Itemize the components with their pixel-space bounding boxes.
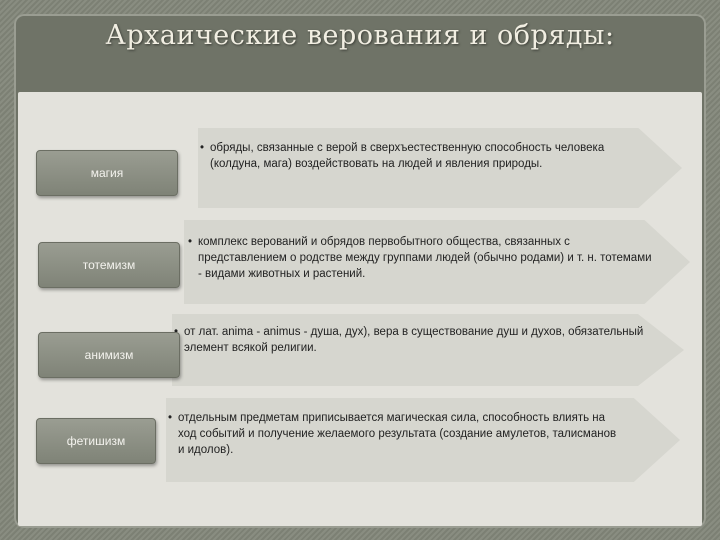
term-box-magic: [36, 150, 178, 196]
definition-text-magic: [200, 140, 630, 172]
bullet-icon: •: [188, 236, 193, 248]
definition-text-totemism: [188, 234, 652, 282]
term-animism: анимизм: [84, 348, 134, 362]
term-box-fetishism: [36, 418, 156, 464]
term-box-animism: [38, 332, 180, 378]
slide-title: Архаические верования и обряды:: [105, 20, 615, 51]
content-panel: [18, 92, 702, 526]
term-box-totemism: [38, 242, 180, 288]
definition-magic: обряды, связанные с верой в сверхъестественную способность человека (колдуна, мага) воздействовать на людей и явления природы.: [210, 142, 605, 170]
definition-text-animism: [174, 324, 658, 356]
term-magic: магия: [90, 166, 124, 180]
definition-fetishism: отдельным предметам приписывается магическая сила, способность влиять на ход событий и получение желаемого результата (создание амулетов, талисманов и идолов).: [178, 412, 617, 456]
definition-animism: от лат. anima - animus - душа, дух), вера в существование душ и духов, обязательный элемент всякой религии.: [184, 326, 644, 354]
term-totemism: тотемизм: [82, 258, 136, 272]
definition-text-fetishism: [168, 410, 624, 458]
term-fetishism: фетишизм: [66, 434, 126, 448]
bullet-icon: •: [168, 412, 173, 424]
definition-totemism: комплекс верований и обрядов первобытного общества, связанных с представлением о родстве между группами людей (обычно родами) и т. н. тотемами - видами животных и растений.: [198, 236, 652, 280]
bullet-icon: •: [200, 142, 205, 154]
